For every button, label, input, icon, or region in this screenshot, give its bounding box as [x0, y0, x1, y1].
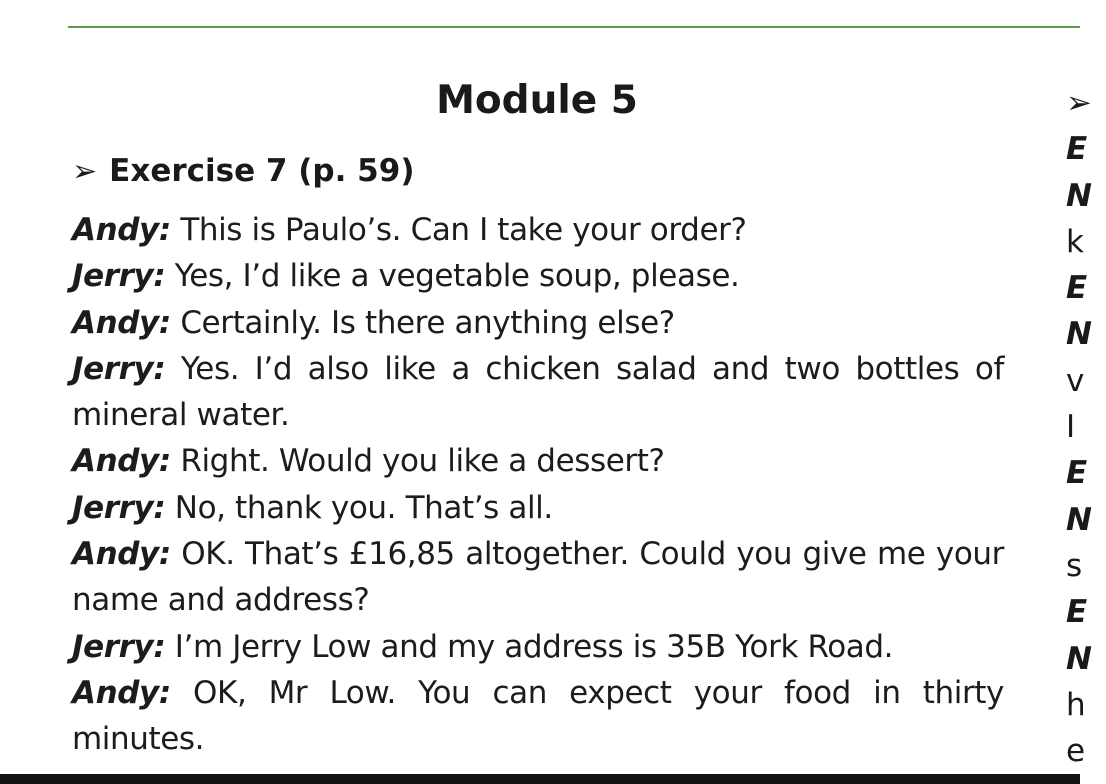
line-text: OK. That’s £16,85 altogether. Could you give me your name and address? — [72, 536, 1004, 619]
exercise-heading — [72, 151, 415, 192]
line-text: Yes. I’d also like a chicken salad and two bottles of mineral water. — [72, 350, 1004, 434]
right-fragment: ➢ — [1066, 85, 1092, 121]
exercise-title: Exercise 7 (p. 59) — [109, 153, 415, 189]
dialogue-line — [72, 207, 1004, 253]
dialogue-line — [72, 438, 1004, 484]
right-fragment: s — [1066, 547, 1083, 584]
speaker-name: Andy: — [72, 443, 171, 480]
right-fragment: e — [1066, 733, 1086, 770]
speaker-name: Jerry: — [72, 489, 166, 526]
right-fragment: E — [1066, 270, 1088, 307]
top-rule — [68, 26, 1080, 28]
module-title: Module 5 — [436, 78, 638, 123]
right-fragment: v — [1066, 362, 1085, 399]
right-fragment: N — [1066, 501, 1092, 538]
right-fragment: E — [1066, 131, 1088, 168]
speaker-name: Andy: — [72, 674, 171, 711]
dialogue-line — [72, 670, 1004, 763]
dialogue — [72, 207, 1004, 763]
right-column-cropped — [1066, 80, 1106, 774]
arrow-bullet-icon: ➢ — [72, 154, 98, 189]
right-fragment: k — [1066, 223, 1084, 260]
speaker-name: Jerry: — [72, 350, 166, 387]
dialogue-line — [72, 624, 1004, 670]
right-fragment: E — [1066, 455, 1088, 492]
right-fragment: h — [1066, 686, 1086, 723]
line-text: No, thank you. That’s all. — [165, 489, 553, 526]
dialogue-line — [72, 300, 1004, 346]
speaker-name: Andy: — [72, 536, 171, 573]
line-text: Right. Would you like a dessert? — [170, 443, 665, 480]
line-text: OK, Mr Low. You can expect your food in thirty minutes. — [72, 674, 1004, 758]
right-fragment: N — [1066, 177, 1092, 214]
line-text: This is Paulo’s. Can I take your order? — [170, 212, 747, 248]
right-fragment: N — [1066, 316, 1092, 353]
speaker-name: Jerry: — [72, 628, 166, 665]
speaker-name: Andy: — [72, 304, 171, 341]
dialogue-line — [72, 346, 1004, 439]
line-text: Yes, I’d like a vegetable soup, please. — [165, 258, 740, 295]
bottom-edge — [0, 774, 1080, 784]
right-fragment: E — [1066, 594, 1088, 631]
right-fragment: I — [1066, 409, 1076, 446]
right-fragment: N — [1066, 640, 1092, 677]
speaker-name: Andy: — [72, 212, 171, 248]
line-text: Certainly. Is there anything else? — [170, 304, 675, 341]
speaker-name: Jerry: — [72, 258, 166, 295]
dialogue-line — [72, 531, 1004, 624]
dialogue-line — [72, 485, 1004, 531]
line-text: I’m Jerry Low and my address is 35B York Road. — [165, 628, 894, 665]
dialogue-line — [72, 253, 1004, 299]
